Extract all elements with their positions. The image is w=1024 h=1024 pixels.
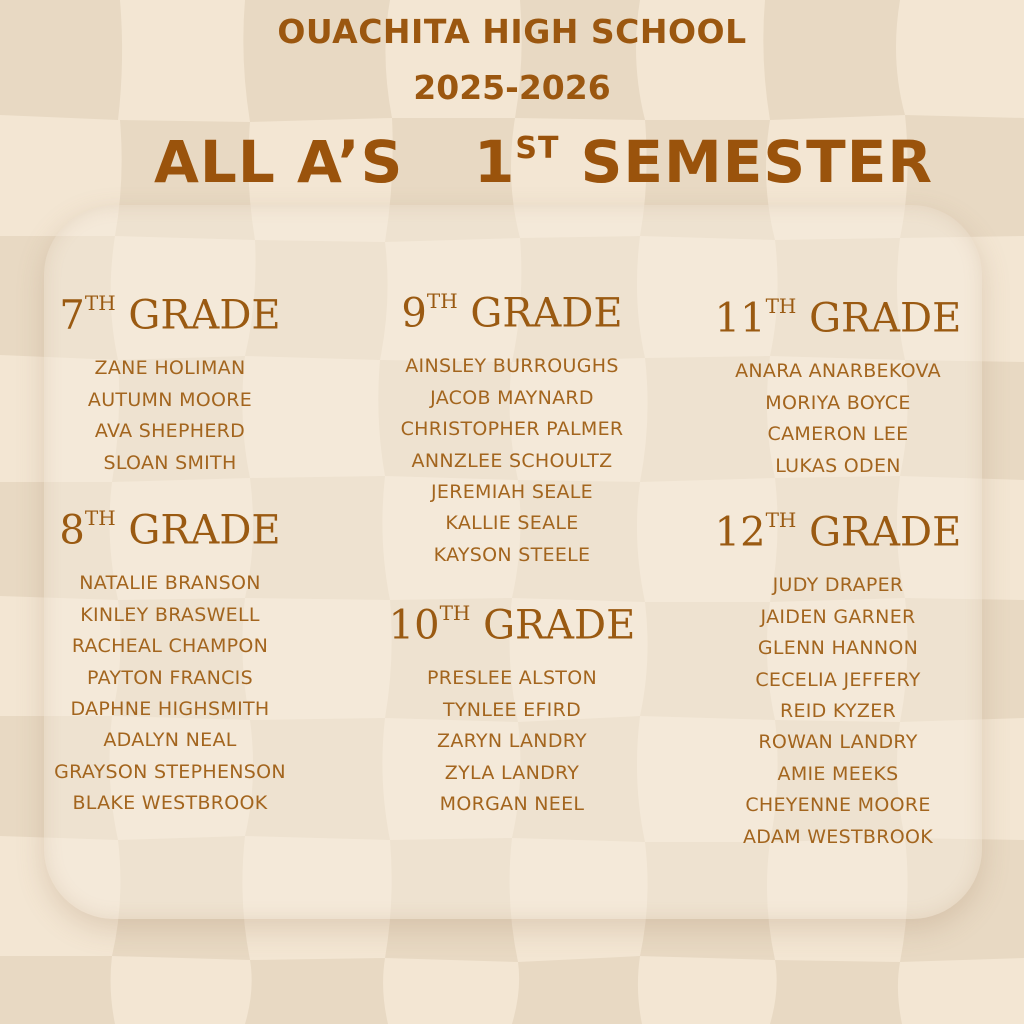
student-name: PRESLEE ALSTON xyxy=(427,667,597,690)
grade-12-names xyxy=(688,570,988,853)
student-name: LUKAS ODEN xyxy=(775,454,901,477)
student-name: KINLEY BRASWELL xyxy=(80,603,260,626)
student-name: JUDY DRAPER xyxy=(772,574,904,597)
student-name: AINSLEY BURROUGHS xyxy=(405,355,619,378)
student-name: ADALYN NEAL xyxy=(103,729,237,752)
grade-11-names xyxy=(688,356,988,482)
grade-8-heading: 8TH GRADE xyxy=(59,506,281,554)
student-name: RACHEAL CHAMPON xyxy=(71,635,269,658)
student-name: KAYSON STEELE xyxy=(433,543,591,566)
student-name: ANARA ANARBEKOVA xyxy=(735,360,941,383)
semester-number: 1 xyxy=(474,128,516,196)
grade-12-section xyxy=(688,500,988,853)
student-name: ZYLA LANDRY xyxy=(444,761,580,784)
student-name: CAMERON LEE xyxy=(767,423,909,446)
student-name: JACOB MAYNARD xyxy=(430,386,594,409)
student-name: JAIDEN GARNER xyxy=(760,605,916,628)
grade-8-section xyxy=(20,498,320,820)
semester-word: SEMESTER xyxy=(580,128,933,196)
grade-7-section xyxy=(20,283,320,479)
student-name: CHRISTOPHER PALMER xyxy=(400,418,624,441)
student-name: AVA SHEPHERD xyxy=(94,420,246,443)
grade-7-heading: 7TH GRADE xyxy=(59,291,281,339)
student-name: ADAM WESTBROOK xyxy=(743,825,933,848)
honor-label: ALL A’S xyxy=(154,128,404,196)
grade-9-heading: 9TH GRADE xyxy=(401,289,623,337)
grade-10-heading: 10TH GRADE xyxy=(388,601,636,649)
student-name: CHEYENNE MOORE xyxy=(745,794,931,817)
school-year: 2025-2026 xyxy=(413,68,611,107)
grade-11-heading: 11TH GRADE xyxy=(714,294,962,342)
student-name: GLENN HANNON xyxy=(757,637,919,660)
student-name: CECELIA JEFFERY xyxy=(755,668,921,691)
grade-11-section xyxy=(688,286,988,482)
semester-title xyxy=(474,128,933,196)
student-name: ANNZLEE SCHOULTZ xyxy=(411,449,613,472)
student-name: KALLIE SEALE xyxy=(445,512,579,535)
student-name: DAPHNE HIGHSMITH xyxy=(70,697,270,720)
grade-8-names xyxy=(20,568,320,819)
student-name: ZARYN LANDRY xyxy=(437,730,587,753)
grade-10-section xyxy=(362,593,662,820)
grade-9-names xyxy=(362,351,662,571)
student-name: AUTUMN MOORE xyxy=(87,388,253,411)
student-name: MORIYA BOYCE xyxy=(765,391,911,414)
student-name: PAYTON FRANCIS xyxy=(87,666,253,689)
student-name: REID KYZER xyxy=(779,699,897,722)
student-name: ROWAN LANDRY xyxy=(758,731,918,754)
grade-7-names xyxy=(20,353,320,479)
student-name: AMIE MEEKS xyxy=(777,762,899,785)
student-name: ZANE HOLIMAN xyxy=(94,357,246,380)
honor-title xyxy=(154,128,403,196)
student-name: NATALIE BRANSON xyxy=(79,572,261,595)
student-name: JEREMIAH SEALE xyxy=(431,480,593,503)
student-name: MORGAN NEEL xyxy=(439,792,585,815)
grade-10-names xyxy=(362,663,662,820)
student-name: BLAKE WESTBROOK xyxy=(72,792,268,815)
semester-suffix: ST xyxy=(515,130,560,166)
student-name: SLOAN SMITH xyxy=(103,451,237,474)
student-name: GRAYSON STEPHENSON xyxy=(54,760,286,783)
student-name: TYNLEE EFIRD xyxy=(442,698,582,721)
school-name: OUACHITA HIGH SCHOOL xyxy=(277,12,747,51)
grade-9-section xyxy=(362,281,662,571)
grade-12-heading: 12TH GRADE xyxy=(714,508,962,556)
